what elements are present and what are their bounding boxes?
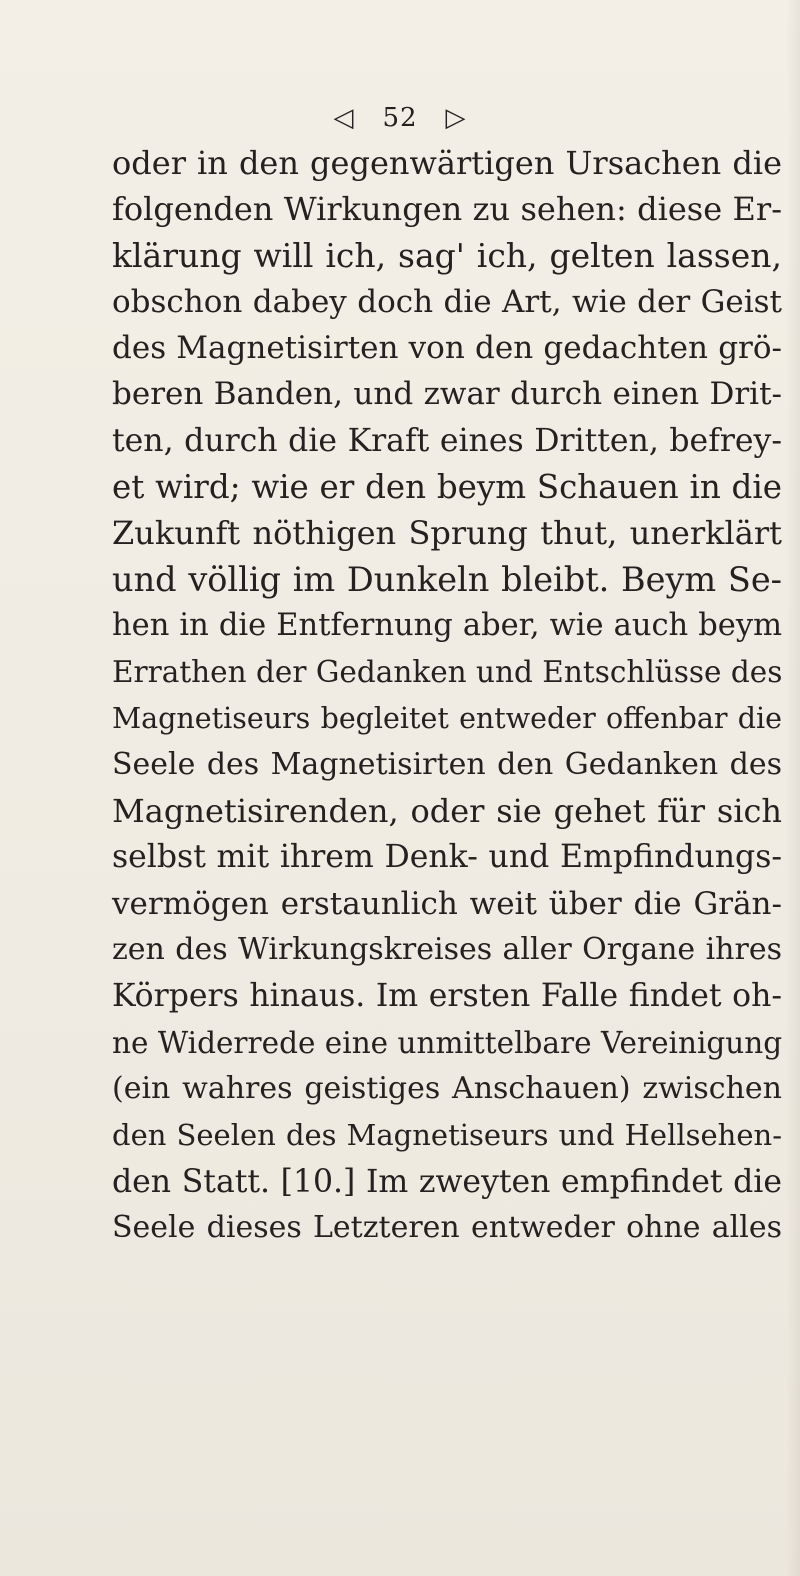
- text-line: Magnetisirenden, oder sie gehet für sich: [112, 792, 782, 831]
- text-line: ne Widerrede eine unmittelbare Vereinigung: [112, 1025, 783, 1060]
- page-edge-shadow: [786, 0, 800, 1576]
- text-line: folgenden Wirkungen zu sehen: diese Er-: [112, 190, 782, 229]
- text-line: klärung will ich, sag' ich, gelten lassen,: [112, 235, 782, 275]
- text-line: zen des Wirkungskreises aller Organe ihres: [112, 932, 782, 968]
- text-line: ten, durch die Kraft eines Dritten, befrey-: [112, 422, 782, 459]
- left-ornament-icon: ◁: [333, 103, 355, 133]
- text-line: obschon dabey doch die Art, wie der Geist: [112, 283, 782, 320]
- text-line: Seele dieses Letzteren entweder ohne alles: [112, 1209, 782, 1245]
- text-line: Körpers hinaus. Im ersten Falle findet oh-: [112, 978, 782, 1015]
- text-line: vermögen erstaunlich weit über die Grän-: [112, 885, 782, 922]
- page-header: [0, 100, 800, 133]
- text-line: des Magnetisirten von den gedachten grö-: [112, 330, 782, 367]
- page-number: 52: [382, 103, 418, 133]
- text-line: den Seelen des Magnetiseurs und Hellsehen-: [112, 1118, 782, 1153]
- text-line: (ein wahres geistiges Anschauen) zwischen: [112, 1070, 782, 1106]
- right-ornament-icon: ▷: [445, 103, 467, 133]
- text-line: beren Banden, und zwar durch einen Drit-: [112, 376, 782, 413]
- text-line: et wird; wie er den beym Schauen in die: [112, 468, 782, 507]
- text-line: Errathen der Gedanken und Entschlüsse des: [112, 655, 783, 690]
- text-line: Seele des Magnetisirten den Gedanken des: [112, 746, 782, 782]
- text-line: Magnetiseurs begleitet entweder offenbar die: [112, 701, 782, 735]
- text-line: Zukunft nöthigen Sprung thut, unerklärt: [112, 514, 782, 553]
- text-line: hen in die Entfernung aber, wie auch beym: [112, 607, 782, 643]
- text-line: den Statt. [10.] Im zweyten empfindet die: [112, 1163, 782, 1200]
- text-line: und völlig im Dunkeln bleibt. Beym Se-: [112, 559, 782, 599]
- text-line: selbst mit ihrem Denk- und Empfindungs-: [112, 839, 782, 876]
- text-line: oder in den gegenwärtigen Ursachen die: [112, 144, 782, 182]
- body-text: [112, 140, 782, 1251]
